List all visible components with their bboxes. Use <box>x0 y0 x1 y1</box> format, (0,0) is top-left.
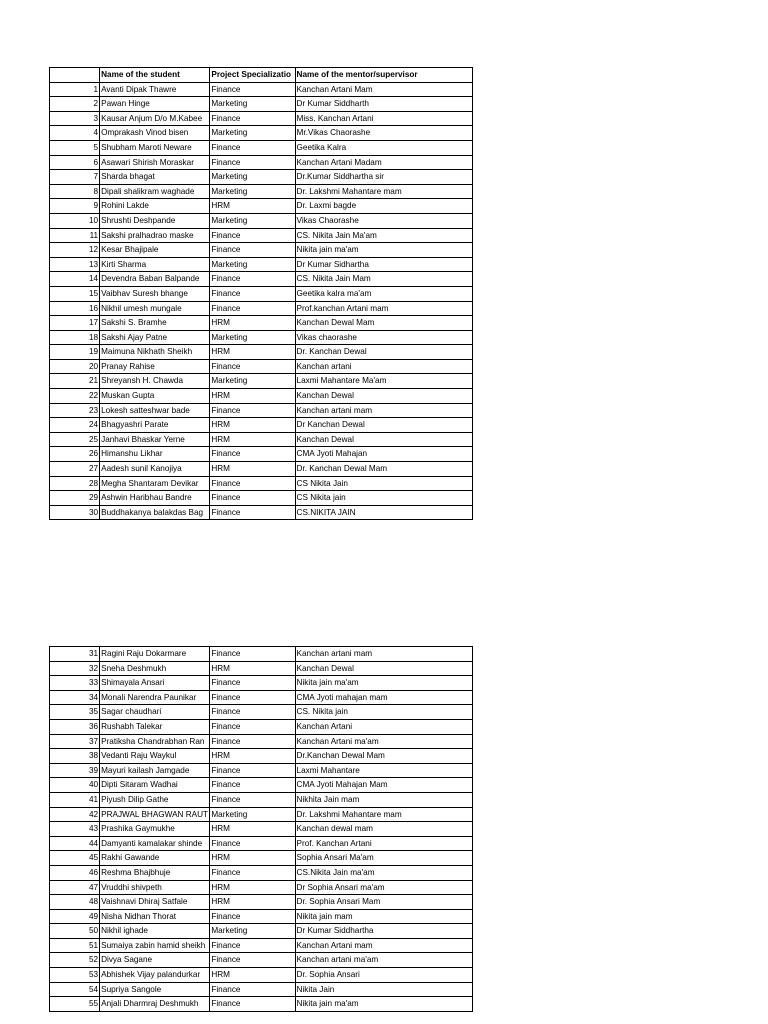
mentor-name: CS. Nikita Jain Mam <box>295 272 472 287</box>
table-row <box>50 924 473 939</box>
table-row <box>50 184 473 199</box>
mentor-name: CS. Nikita jain <box>295 705 472 720</box>
mentor-name: Dr. Kanchan Dewal Mam <box>295 462 472 477</box>
table-row <box>50 345 473 360</box>
mentor-name: Kanchan artani <box>295 359 472 374</box>
serial-number: 23 <box>50 403 100 418</box>
student-name: Kesar Bhajipale <box>100 243 210 258</box>
project-specialization: HRM <box>210 345 295 360</box>
mentor-name: Dr.Kanchan Dewal Mam <box>295 749 472 764</box>
serial-number: 34 <box>50 690 100 705</box>
serial-number: 9 <box>50 199 100 214</box>
project-specialization: Finance <box>210 505 295 520</box>
project-specialization: Finance <box>210 792 295 807</box>
serial-number: 51 <box>50 938 100 953</box>
student-name: Nisha Nidhan Thorat <box>100 909 210 924</box>
project-specialization: Marketing <box>210 257 295 272</box>
table-row <box>50 734 473 749</box>
mentor-name: CS Nikita Jain <box>295 476 472 491</box>
table-row <box>50 661 473 676</box>
project-specialization: Finance <box>210 836 295 851</box>
serial-number: 22 <box>50 389 100 404</box>
serial-number: 19 <box>50 345 100 360</box>
project-specialization: HRM <box>210 749 295 764</box>
project-specialization: Marketing <box>210 924 295 939</box>
table-row <box>50 170 473 185</box>
student-name: Sagar chaudhari <box>100 705 210 720</box>
table-row <box>50 111 473 126</box>
mentor-name: Prof.kanchan Artani mam <box>295 301 472 316</box>
table-row <box>50 982 473 997</box>
project-specialization: Marketing <box>210 213 295 228</box>
serial-number: 35 <box>50 705 100 720</box>
serial-number: 54 <box>50 982 100 997</box>
serial-number: 5 <box>50 140 100 155</box>
table-row <box>50 763 473 778</box>
student-name: Shrushti Deshpande <box>100 213 210 228</box>
mentor-name: Dr Kumar Sidhartha <box>295 257 472 272</box>
mentor-name: Dr. Sophia Ansari Mam <box>295 895 472 910</box>
project-specialization: Finance <box>210 778 295 793</box>
mentor-name: Dr. Lakshmi Mahantare mam <box>295 184 472 199</box>
project-specialization: Finance <box>210 82 295 97</box>
serial-number: 52 <box>50 953 100 968</box>
table-row <box>50 447 473 462</box>
project-specialization: Finance <box>210 243 295 258</box>
student-name: Vedanti Raju Waykul <box>100 749 210 764</box>
student-name: Lokesh satteshwar bade <box>100 403 210 418</box>
project-specialization: Finance <box>210 909 295 924</box>
table-row <box>50 968 473 983</box>
table-row <box>50 836 473 851</box>
table-row <box>50 82 473 97</box>
mentor-name: CS.NIKITA JAIN <box>295 505 472 520</box>
project-specialization: HRM <box>210 968 295 983</box>
project-specialization: Finance <box>210 953 295 968</box>
student-name: Sakshi Ajay Patne <box>100 330 210 345</box>
mentor-name: Prof. Kanchan Artani <box>295 836 472 851</box>
serial-number: 15 <box>50 286 100 301</box>
serial-number: 50 <box>50 924 100 939</box>
mentor-name: Kanchan Artani Madam <box>295 155 472 170</box>
table-row <box>50 432 473 447</box>
serial-number: 32 <box>50 661 100 676</box>
project-specialization: Marketing <box>210 374 295 389</box>
student-name: Megha Shantaram Devikar <box>100 476 210 491</box>
serial-number: 53 <box>50 968 100 983</box>
project-specialization: HRM <box>210 822 295 837</box>
mentor-name: CS Nikita jain <box>295 491 472 506</box>
student-name: Sakshi S. Bramhe <box>100 316 210 331</box>
table-row <box>50 462 473 477</box>
student-name: Anjali Dharmraj Deshmukh <box>100 997 210 1012</box>
table-row <box>50 155 473 170</box>
serial-number: 2 <box>50 97 100 112</box>
table-row <box>50 389 473 404</box>
student-name: Rushabh Talekar <box>100 719 210 734</box>
serial-number: 26 <box>50 447 100 462</box>
table-row <box>50 647 473 662</box>
header-project-specialization: Project Specializatio <box>210 68 295 83</box>
mentor-name: Geetika Kalra <box>295 140 472 155</box>
mentor-name: Kanchan Artani ma'am <box>295 734 472 749</box>
student-name: Pranay Rahise <box>100 359 210 374</box>
serial-number: 1 <box>50 82 100 97</box>
table-row <box>50 403 473 418</box>
table-row <box>50 228 473 243</box>
serial-number: 3 <box>50 111 100 126</box>
mentor-name: Mr.Vikas Chaorashe <box>295 126 472 141</box>
serial-number: 49 <box>50 909 100 924</box>
student-name: Bhagyashri Parate <box>100 418 210 433</box>
serial-number: 44 <box>50 836 100 851</box>
mentor-name: CMA Jyoti Mahajan Mam <box>295 778 472 793</box>
student-name: Pratiksha Chandrabhan Ran <box>100 734 210 749</box>
student-name: Monali Narendra Paunikar <box>100 690 210 705</box>
table-row <box>50 213 473 228</box>
student-name: Reshma Bhajbhuje <box>100 865 210 880</box>
student-name: Kausar Anjum D/o M.Kabee <box>100 111 210 126</box>
student-name: Vaibhav Suresh bhange <box>100 286 210 301</box>
project-specialization: Finance <box>210 938 295 953</box>
student-name: Nikhil ighade <box>100 924 210 939</box>
table-row <box>50 705 473 720</box>
project-specialization: Finance <box>210 286 295 301</box>
serial-number: 42 <box>50 807 100 822</box>
table-row <box>50 778 473 793</box>
table-row <box>50 359 473 374</box>
student-name: Sneha Deshmukh <box>100 661 210 676</box>
project-specialization: Finance <box>210 476 295 491</box>
student-name: Vruddhi shivpeth <box>100 880 210 895</box>
table-row <box>50 690 473 705</box>
serial-number: 29 <box>50 491 100 506</box>
mentor-name: Dr Kumar Siddharth <box>295 97 472 112</box>
table-row <box>50 865 473 880</box>
mentor-name: Kanchan artani ma'am <box>295 953 472 968</box>
serial-number: 37 <box>50 734 100 749</box>
project-specialization: Finance <box>210 491 295 506</box>
serial-number: 8 <box>50 184 100 199</box>
student-name: Devendra Baban Balpande <box>100 272 210 287</box>
mentor-name: Nikita jain mam <box>295 909 472 924</box>
serial-number: 10 <box>50 213 100 228</box>
mentor-name: Nikita Jain <box>295 982 472 997</box>
project-specialization: Marketing <box>210 97 295 112</box>
student-name: Ashwin Haribhau Bandre <box>100 491 210 506</box>
serial-number: 48 <box>50 895 100 910</box>
project-specialization: HRM <box>210 418 295 433</box>
mentor-name: Kanchan Dewal Mam <box>295 316 472 331</box>
project-specialization: Finance <box>210 734 295 749</box>
project-specialization: Finance <box>210 272 295 287</box>
mentor-name: Kanchan artani mam <box>295 647 472 662</box>
student-name: Rakhi Gawande <box>100 851 210 866</box>
table-row <box>50 807 473 822</box>
table-row <box>50 316 473 331</box>
serial-number: 13 <box>50 257 100 272</box>
table-row <box>50 909 473 924</box>
mentor-name: Sophia Ansari Ma'am <box>295 851 472 866</box>
serial-number: 6 <box>50 155 100 170</box>
mentor-name: Dr. Kanchan Dewal <box>295 345 472 360</box>
project-specialization: Finance <box>210 155 295 170</box>
project-specialization: Finance <box>210 301 295 316</box>
mentor-name: Nikita jain ma'am <box>295 676 472 691</box>
student-name: Sakshi pralhadrao maske <box>100 228 210 243</box>
serial-number: 21 <box>50 374 100 389</box>
student-name: Sumaiya zabin hamid sheikh <box>100 938 210 953</box>
table-row <box>50 997 473 1012</box>
project-specialization: Finance <box>210 403 295 418</box>
student-name: Damyanti kamalakar shinde <box>100 836 210 851</box>
mentor-name: Laxmi Mahantare Ma'am <box>295 374 472 389</box>
mentor-name: Miss. Kanchan Artani <box>295 111 472 126</box>
student-name: Mayuri kailash Jamgade <box>100 763 210 778</box>
student-name: Pawan Hinge <box>100 97 210 112</box>
table-row <box>50 792 473 807</box>
table-row <box>50 301 473 316</box>
table-row <box>50 140 473 155</box>
serial-number: 14 <box>50 272 100 287</box>
table-row <box>50 505 473 520</box>
student-name: Sharda bhagat <box>100 170 210 185</box>
project-specialization: Finance <box>210 719 295 734</box>
serial-number: 46 <box>50 865 100 880</box>
serial-number: 33 <box>50 676 100 691</box>
student-name: Dipti Sitaram Wadhai <box>100 778 210 793</box>
student-name: Buddhakanya balakdas Bag <box>100 505 210 520</box>
mentor-name: Geetika kalra ma'am <box>295 286 472 301</box>
project-specialization: Marketing <box>210 184 295 199</box>
table-row <box>50 749 473 764</box>
serial-number: 24 <box>50 418 100 433</box>
project-specialization: Marketing <box>210 126 295 141</box>
serial-number: 45 <box>50 851 100 866</box>
student-name: Piyush Dilip Gathe <box>100 792 210 807</box>
student-name: Rohini Lakde <box>100 199 210 214</box>
mentor-name: Nikhita Jain mam <box>295 792 472 807</box>
mentor-name: Dr.Kumar Siddhartha sir <box>295 170 472 185</box>
project-specialization: Finance <box>210 111 295 126</box>
mentor-name: Kanchan Dewal <box>295 661 472 676</box>
serial-number: 20 <box>50 359 100 374</box>
mentor-name: Vikas Chaorashe <box>295 213 472 228</box>
table-row <box>50 330 473 345</box>
project-specialization: HRM <box>210 851 295 866</box>
table-row <box>50 243 473 258</box>
serial-number: 47 <box>50 880 100 895</box>
mentor-name: CMA Jyoti mahajan mam <box>295 690 472 705</box>
serial-number: 4 <box>50 126 100 141</box>
project-specialization: Finance <box>210 647 295 662</box>
project-specialization: Finance <box>210 359 295 374</box>
table-row <box>50 126 473 141</box>
student-name: Shimayala Ansari <box>100 676 210 691</box>
mentor-name: Kanchan Artani <box>295 719 472 734</box>
project-specialization: Marketing <box>210 330 295 345</box>
project-specialization: HRM <box>210 880 295 895</box>
table-row <box>50 491 473 506</box>
mentor-name: Dr. Laxmi bagde <box>295 199 472 214</box>
project-specialization: HRM <box>210 389 295 404</box>
mentor-name: Kanchan Artani Mam <box>295 82 472 97</box>
project-specialization: HRM <box>210 462 295 477</box>
mentor-name: Kanchan Dewal <box>295 432 472 447</box>
project-specialization: HRM <box>210 895 295 910</box>
table-row <box>50 953 473 968</box>
student-name: Omprakash Vinod bisen <box>100 126 210 141</box>
student-name: Shubham Maroti Neware <box>100 140 210 155</box>
mentor-name: Kanchan artani mam <box>295 403 472 418</box>
student-name: Prashika Gaymukhe <box>100 822 210 837</box>
mentor-name: Dr. Sophia Ansari <box>295 968 472 983</box>
table-row <box>50 895 473 910</box>
student-name: PRAJWAL BHAGWAN RAUT <box>100 807 210 822</box>
table-row <box>50 418 473 433</box>
student-name: Vaishnavi Dhiraj Satfale <box>100 895 210 910</box>
project-specialization: Finance <box>210 865 295 880</box>
student-name: Aadesh sunil Kanojiya <box>100 462 210 477</box>
project-specialization: Marketing <box>210 807 295 822</box>
mentor-name: CMA Jyoti Mahajan <box>295 447 472 462</box>
serial-number: 31 <box>50 647 100 662</box>
student-name: Maimuna Nikhath Sheikh <box>100 345 210 360</box>
serial-number: 40 <box>50 778 100 793</box>
serial-number: 43 <box>50 822 100 837</box>
table-row <box>50 199 473 214</box>
header-serial-number <box>50 68 100 83</box>
table-row <box>50 851 473 866</box>
mentor-name: Nikita jain ma'am <box>295 997 472 1012</box>
serial-number: 17 <box>50 316 100 331</box>
mentor-name: Kanchan Artani mam <box>295 938 472 953</box>
table-row <box>50 272 473 287</box>
project-specialization: Finance <box>210 705 295 720</box>
table-row <box>50 719 473 734</box>
mentor-name: Kanchan Dewal <box>295 389 472 404</box>
serial-number: 36 <box>50 719 100 734</box>
student-name: Avanti Dipak Thawre <box>100 82 210 97</box>
serial-number: 18 <box>50 330 100 345</box>
project-specialization: Finance <box>210 690 295 705</box>
serial-number: 30 <box>50 505 100 520</box>
project-specialization: HRM <box>210 432 295 447</box>
mentor-name: Dr. Lakshmi Mahantare mam <box>295 807 472 822</box>
serial-number: 41 <box>50 792 100 807</box>
serial-number: 55 <box>50 997 100 1012</box>
table-row <box>50 880 473 895</box>
student-name: Ragini Raju Dokarmare <box>100 647 210 662</box>
project-specialization: Marketing <box>210 170 295 185</box>
students-table-2 <box>49 646 473 1012</box>
table-row <box>50 97 473 112</box>
student-name: Kirti Sharma <box>100 257 210 272</box>
students-table-1 <box>49 67 473 520</box>
student-name: Divya Sagane <box>100 953 210 968</box>
table-header-row <box>50 68 473 83</box>
student-name: Muskan Gupta <box>100 389 210 404</box>
serial-number: 16 <box>50 301 100 316</box>
serial-number: 28 <box>50 476 100 491</box>
mentor-name: CS. Nikita Jain Ma'am <box>295 228 472 243</box>
project-specialization: Finance <box>210 763 295 778</box>
mentor-name: Dr Kumar Siddhartha <box>295 924 472 939</box>
project-specialization: Finance <box>210 228 295 243</box>
table-row <box>50 476 473 491</box>
project-specialization: Finance <box>210 982 295 997</box>
mentor-name: Kanchan dewal mam <box>295 822 472 837</box>
header-student-name: Name of the student <box>100 68 210 83</box>
student-name: Asawari Shirish Moraskar <box>100 155 210 170</box>
table-row <box>50 257 473 272</box>
student-name: Supriya Sangole <box>100 982 210 997</box>
project-specialization: Finance <box>210 676 295 691</box>
serial-number: 39 <box>50 763 100 778</box>
project-specialization: HRM <box>210 316 295 331</box>
mentor-name: Dr Kanchan Dewal <box>295 418 472 433</box>
project-specialization: Finance <box>210 447 295 462</box>
serial-number: 27 <box>50 462 100 477</box>
mentor-name: Dr Sophia Ansari ma'am <box>295 880 472 895</box>
serial-number: 12 <box>50 243 100 258</box>
table-row <box>50 286 473 301</box>
student-name: Nikhil umesh mungale <box>100 301 210 316</box>
student-name: Dipali shalikram waghade <box>100 184 210 199</box>
project-specialization: Finance <box>210 140 295 155</box>
project-specialization: Finance <box>210 997 295 1012</box>
mentor-name: Laxmi Mahantare <box>295 763 472 778</box>
mentor-name: CS.Nikita Jain ma'am <box>295 865 472 880</box>
serial-number: 38 <box>50 749 100 764</box>
table-row <box>50 822 473 837</box>
student-name: Abhishek Vijay palandurkar <box>100 968 210 983</box>
project-specialization: HRM <box>210 661 295 676</box>
header-mentor-name: Name of the mentor/supervisor <box>295 68 472 83</box>
student-name: Janhavi Bhaskar Yerne <box>100 432 210 447</box>
serial-number: 25 <box>50 432 100 447</box>
student-name: Shreyansh H. Chawda <box>100 374 210 389</box>
table-row <box>50 676 473 691</box>
mentor-name: Nikita jain ma'am <box>295 243 472 258</box>
table-row <box>50 938 473 953</box>
table-row <box>50 374 473 389</box>
serial-number: 7 <box>50 170 100 185</box>
serial-number: 11 <box>50 228 100 243</box>
student-name: Himanshu Likhar <box>100 447 210 462</box>
project-specialization: HRM <box>210 199 295 214</box>
mentor-name: Vikas chaorashe <box>295 330 472 345</box>
